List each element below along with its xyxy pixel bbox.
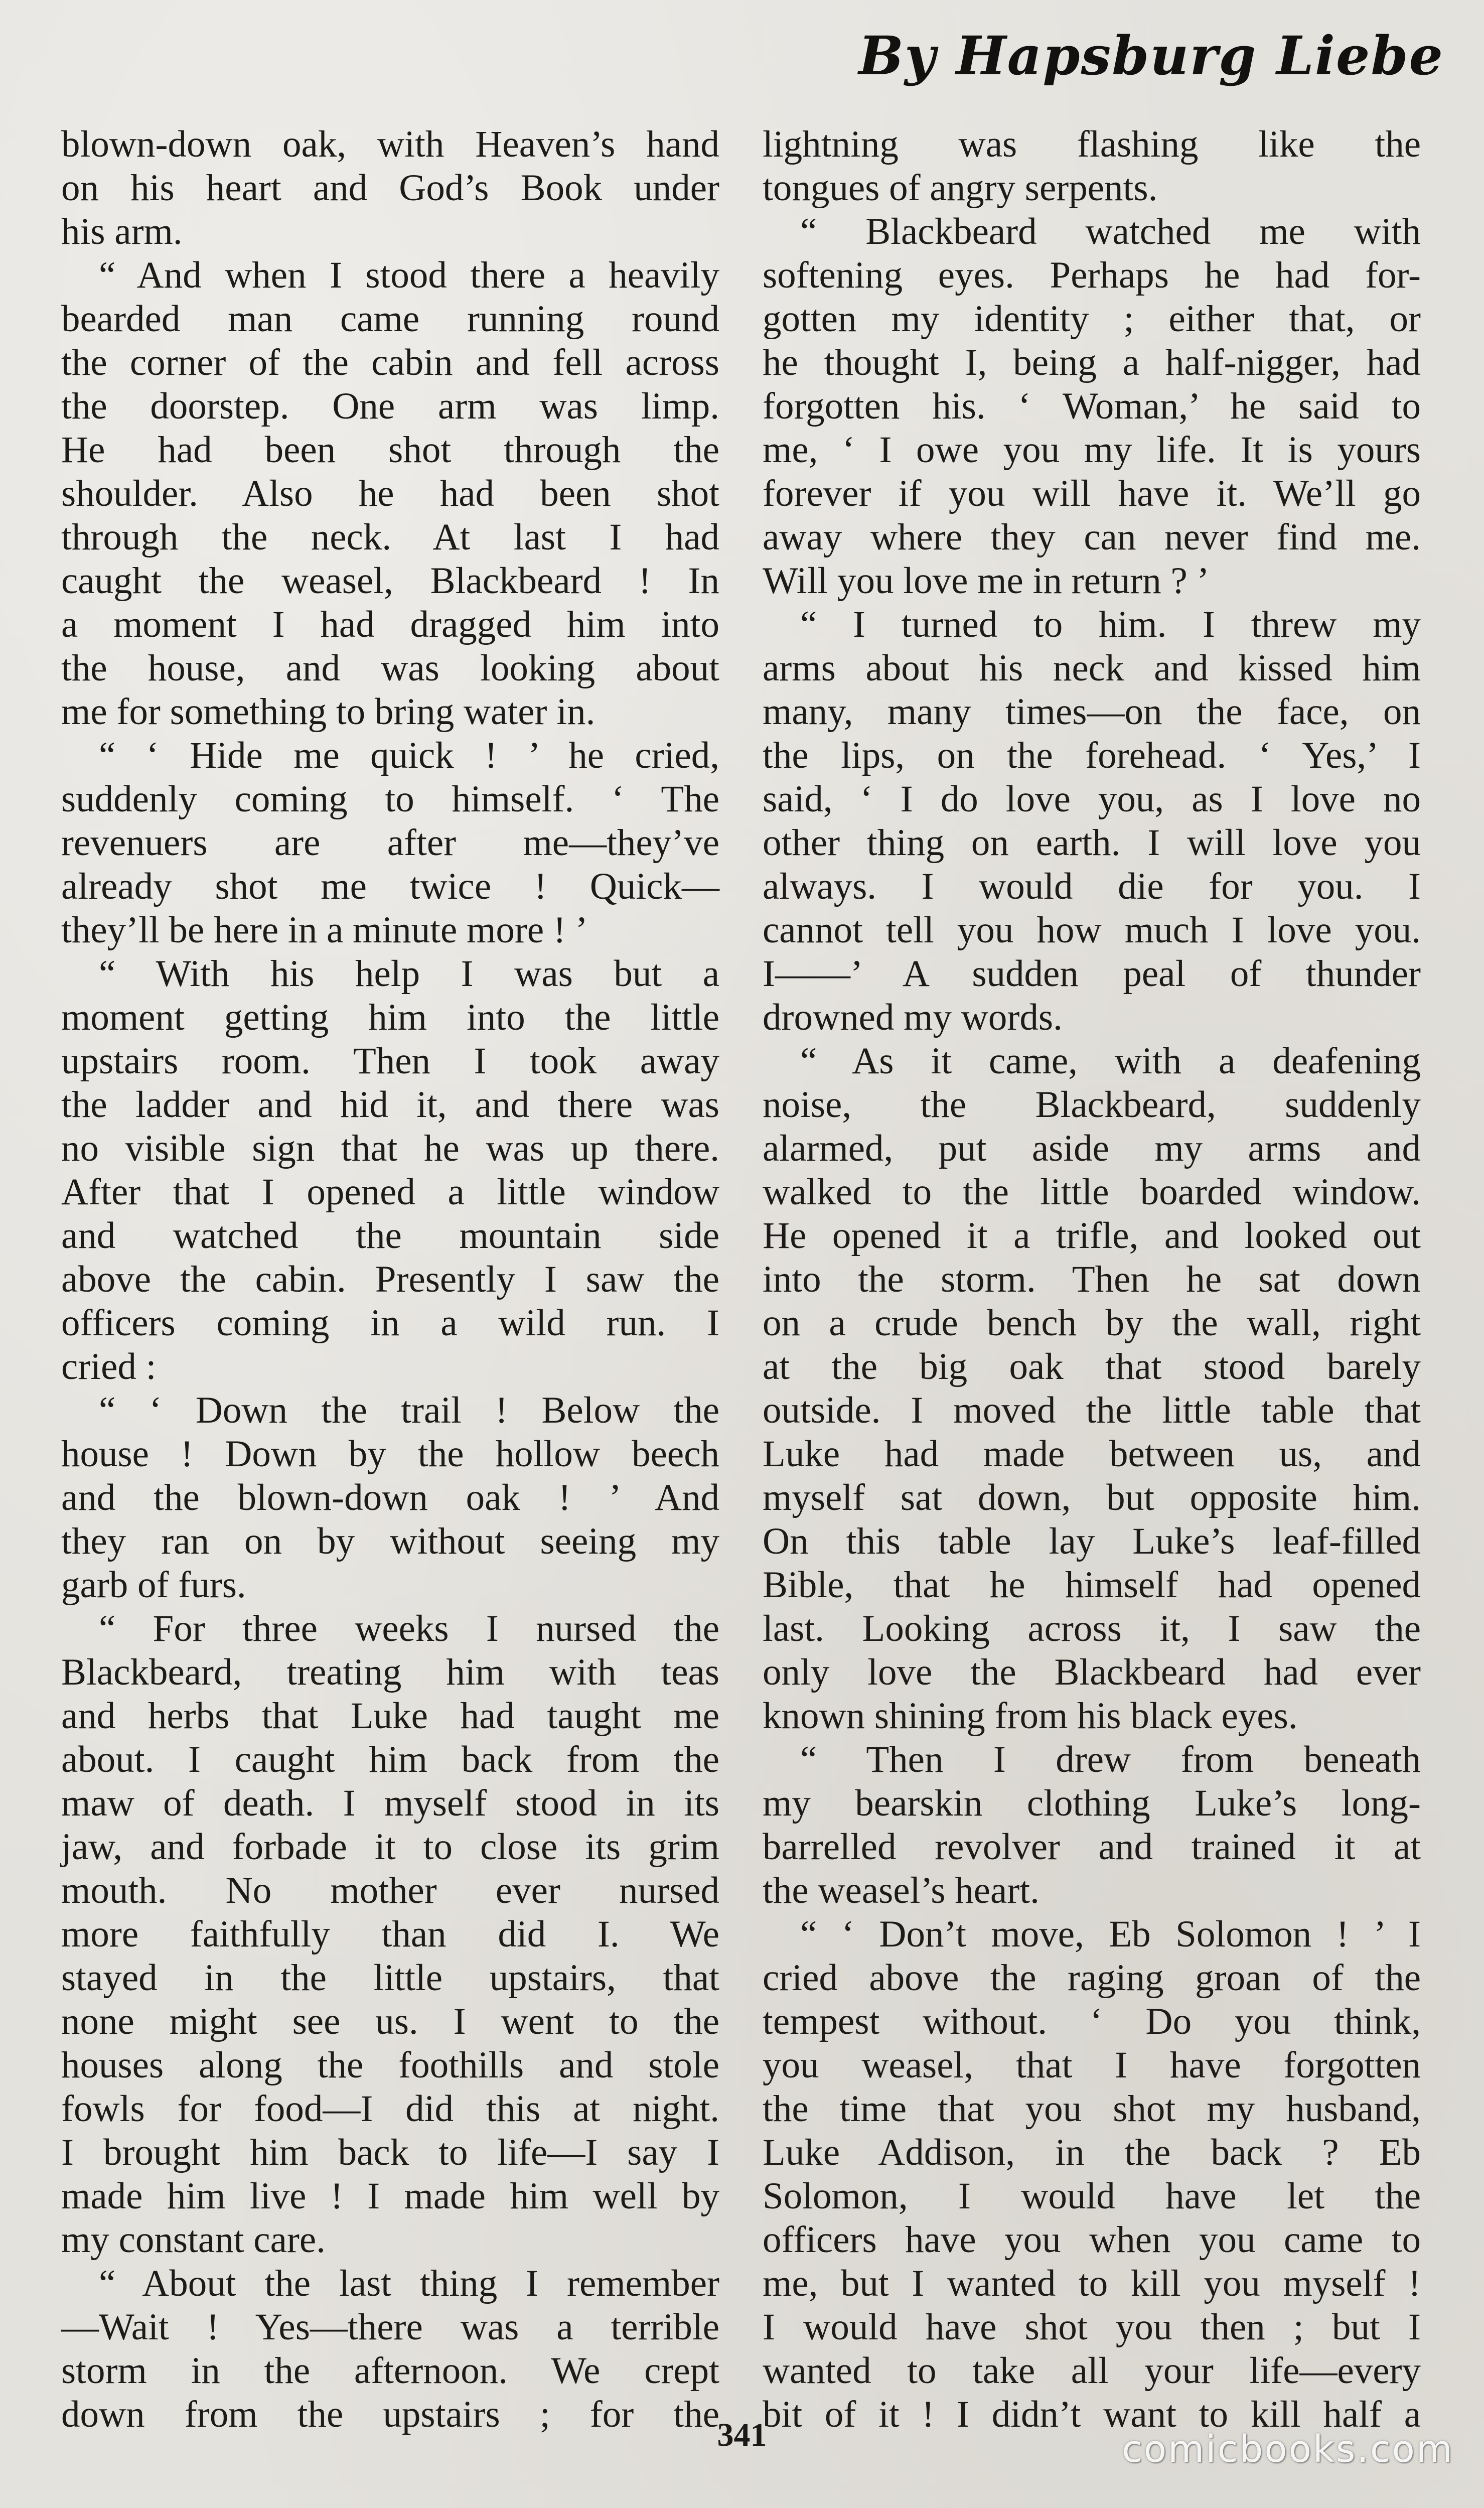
text-line: caught the weasel, Blackbeard ! In	[61, 560, 719, 602]
text-line: the corner of the cabin and fell across	[61, 342, 719, 383]
text-line: “ I turned to him. I threw my	[763, 604, 1421, 645]
text-line: —Wait ! Yes—there was a terrible	[61, 2306, 719, 2348]
text-line: Blackbeard, treating him with teas	[61, 1651, 719, 1693]
text-line: shoulder. Also he had been shot	[61, 473, 719, 514]
text-line: drowned my words.	[763, 997, 1063, 1038]
text-line: through the neck. At last I had	[61, 516, 719, 558]
text-line: Will you love me in return ? ’	[763, 560, 1210, 602]
text-line: forever if you will have it. We’ll go	[763, 473, 1421, 514]
text-line: known shining from his black eyes.	[763, 1695, 1298, 1737]
text-line: into the storm. Then he sat down	[763, 1259, 1421, 1300]
text-line: at the big oak that stood barely	[763, 1346, 1421, 1387]
text-line: and herbs that Luke had taught me	[61, 1695, 719, 1737]
text-line: the weasel’s heart.	[763, 1870, 1040, 1911]
text-line: the lips, on the forehead. ‘ Yes,’ I	[763, 735, 1421, 776]
text-line: about. I caught him back from the	[61, 1739, 719, 1780]
text-line: Luke Addison, in the back ? Eb	[763, 2132, 1421, 2173]
text-line: tempest without. ‘ Do you think,	[763, 2001, 1421, 2042]
text-line: softening eyes. Perhaps he had for-	[763, 254, 1421, 296]
text-line: me, but I wanted to kill you myself !	[763, 2263, 1421, 2304]
text-line: the house, and was looking about	[61, 647, 719, 689]
text-line: “ Then I drew from beneath	[763, 1739, 1421, 1780]
text-line: blown-down oak, with Heaven’s hand	[61, 123, 719, 165]
text-line: “ About the last thing I remember	[61, 2263, 719, 2304]
text-line: other thing on earth. I will love you	[763, 822, 1421, 864]
text-line: cried above the raging groan of the	[763, 1957, 1421, 1999]
text-line: After that I opened a little window	[61, 1171, 719, 1213]
text-line: and watched the mountain side	[61, 1215, 719, 1257]
text-line: alarmed, put aside my arms and	[763, 1128, 1421, 1169]
text-line: no visible sign that he was up there.	[61, 1128, 719, 1169]
text-line: my constant care.	[61, 2219, 326, 2261]
text-line: moment getting him into the little	[61, 997, 719, 1038]
text-line: cried :	[61, 1346, 157, 1387]
text-line: outside. I moved the little table that	[763, 1389, 1421, 1431]
text-line: fowls for food—I did this at night.	[61, 2088, 719, 2130]
text-line: many, many times—on the face, on	[763, 691, 1421, 733]
text-line: the doorstep. One arm was limp.	[61, 385, 719, 427]
text-line: On this table lay Luke’s leaf-filled	[763, 1520, 1421, 1562]
text-line: they ran on by without seeing my	[61, 1520, 719, 1562]
text-line: bit of it ! I didn’t want to kill half a	[763, 2394, 1421, 2435]
text-line: arms about his neck and kissed him	[763, 647, 1421, 689]
text-line: mouth. No mother ever nursed	[61, 1870, 719, 1911]
text-line: He had been shot through the	[61, 429, 719, 471]
text-line: suddenly coming to himself. ‘ The	[61, 778, 719, 820]
text-line: last. Looking across it, I saw the	[763, 1608, 1421, 1649]
text-line: they’ll be here in a minute more ! ’	[61, 909, 588, 951]
text-column-left	[61, 122, 719, 2435]
text-line: walked to the little boarded window.	[763, 1171, 1421, 1213]
text-line: “ ‘ Don’t move, Eb Solomon ! ’ I	[763, 1913, 1421, 1955]
text-line: officers coming in a wild run. I	[61, 1302, 719, 1344]
text-line: “ Blackbeard watched me with	[763, 211, 1421, 252]
text-line: revenuers are after me—they’ve	[61, 822, 719, 864]
text-line: “ ‘ Hide me quick ! ’ he cried,	[61, 735, 719, 776]
byline: By Hapsburg Liebe	[858, 24, 1444, 87]
text-column-right	[763, 122, 1421, 2435]
text-line: the time that you shot my husband,	[763, 2088, 1421, 2130]
text-line: me, ‘ I owe you my life. It is yours	[763, 429, 1421, 471]
text-line: barrelled revolver and trained it at	[763, 1826, 1421, 1868]
page-number: 341	[717, 2417, 767, 2453]
text-line: gotten my identity ; either that, or	[763, 298, 1421, 340]
text-line: myself sat down, but opposite him.	[763, 1477, 1421, 1518]
text-line: upstairs room. Then I took away	[61, 1040, 719, 1082]
text-line: and the blown-down oak ! ’ And	[61, 1477, 719, 1518]
text-line: bearded man came running round	[61, 298, 719, 340]
text-line: away where they can never find me.	[763, 516, 1421, 558]
text-line: maw of death. I myself stood in its	[61, 1782, 719, 1824]
text-line: stayed in the little upstairs, that	[61, 1957, 719, 1999]
text-line: me for something to bring water in.	[61, 691, 596, 733]
text-line: garb of furs.	[61, 1564, 246, 1606]
text-line: a moment I had dragged him into	[61, 604, 719, 645]
text-line: already shot me twice ! Quick—	[61, 866, 719, 907]
text-line: forgotten his. ‘ Woman,’ he said to	[763, 385, 1421, 427]
text-line: on a crude bench by the wall, right	[763, 1302, 1421, 1344]
text-line: Solomon, I would have let the	[763, 2175, 1421, 2217]
text-line: He opened it a trifle, and looked out	[763, 1215, 1421, 1257]
text-line: always. I would die for you. I	[763, 866, 1421, 907]
text-line: “ ‘ Down the trail ! Below the	[61, 1389, 719, 1431]
text-line: “ As it came, with a deafening	[763, 1040, 1421, 1082]
text-line: lightning was flashing like the	[763, 123, 1421, 165]
text-line: storm in the afternoon. We crept	[61, 2350, 719, 2392]
text-line: “ With his help I was but a	[61, 953, 719, 995]
watermark: comicbooks.com	[1122, 2428, 1454, 2471]
text-line: houses along the foothills and stole	[61, 2044, 719, 2086]
text-line: jaw, and forbade it to close its grim	[61, 1826, 719, 1868]
text-line: Bible, that he himself had opened	[763, 1564, 1421, 1606]
text-line: on his heart and God’s Book under	[61, 167, 719, 209]
text-line: I——’ A sudden peal of thunder	[763, 953, 1421, 995]
text-line: the ladder and hid it, and there was	[61, 1084, 719, 1126]
text-line: “ For three weeks I nursed the	[61, 1608, 719, 1649]
text-line: he thought I, being a half-nigger, had	[763, 342, 1421, 383]
text-line: none might see us. I went to the	[61, 2001, 719, 2042]
text-line: his arm.	[61, 211, 183, 252]
text-line: wanted to take all your life—every	[763, 2350, 1421, 2392]
text-line: said, ‘ I do love you, as I love no	[763, 778, 1421, 820]
text-line: tongues of angry serpents.	[763, 167, 1158, 209]
text-line: “ And when I stood there a heavily	[61, 254, 719, 296]
text-line: I would have shot you then ; but I	[763, 2306, 1421, 2348]
text-line: my bearskin clothing Luke’s long-	[763, 1782, 1421, 1824]
text-line: officers have you when you came to	[763, 2219, 1421, 2261]
text-line: you weasel, that I have forgotten	[763, 2044, 1421, 2086]
text-line: above the cabin. Presently I saw the	[61, 1259, 719, 1300]
text-line: made him live ! I made him well by	[61, 2175, 719, 2217]
text-line: Luke had made between us, and	[763, 1433, 1421, 1475]
text-line: noise, the Blackbeard, suddenly	[763, 1084, 1421, 1126]
text-line: more faithfully than did I. We	[61, 1913, 719, 1955]
text-line: house ! Down by the hollow beech	[61, 1433, 719, 1475]
text-line: down from the upstairs ; for the	[61, 2394, 719, 2435]
text-line: I brought him back to life—I say I	[61, 2132, 719, 2173]
text-line: only love the Blackbeard had ever	[763, 1651, 1421, 1693]
text-line: cannot tell you how much I love you.	[763, 909, 1421, 951]
